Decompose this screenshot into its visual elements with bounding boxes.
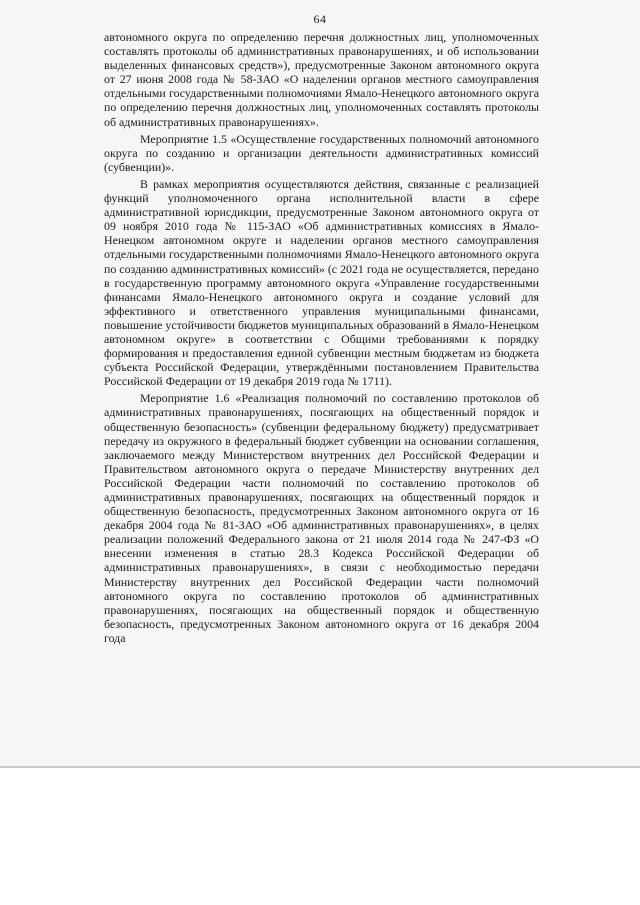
paragraph-measure-1-5-details: В рамках мероприятия осуществляются действия, связанные с реализацией функций уполномоченного органа исполнительной власти в сфере административной юрисдикции, предусмотренные Законом автономного округа от 09 ноября 2010 года № 115-ЗАО «Об административных комиссиях в Ямало-Ненецком автономном округе и наделении органов местного самоуправления отдельными государственными полномочиями Ямало-Ненецкого автономного округа по созданию административных комиссий» (с 2021 года не осуществляется, передано в государственную программу автономного округа «Управление государственными финансами Ямало-Ненецкого автономного округа и создание условий для эффективного и ответственного управления муниципальными финансами, повышение устойчивости бюджетов муниципальных образований в Ямало-Ненецком автономном округе» в соответствии с Общими требованиями к порядку формирования и предоставления единой субвенции местным бюджетам из бюджета субъекта Российской Федерации, утверждёнными постановлением Правительства Российской Федерации от 19 декабря 2019 года № 1711). <box>104 176 539 389</box>
page-number: 64 <box>313 12 327 26</box>
paragraph-continuation: автономного округа по определению перечня должностных лиц, уполномоченных составлять протоколы об административных правонарушениях, и об использовании выделенных финансовых средств»), предусмотренные Законом автономного округа от 27 июня 2008 года № 58-ЗАО «О наделении органов местного самоуправления отдельными государственными полномочиями Ямало-Ненецкого автономного округа по определению перечня должностных лиц, уполномоченных составлять протоколы об административных правонарушениях». <box>104 30 539 129</box>
page-body <box>104 30 539 645</box>
paragraph-measure-1-6: Мероприятие 1.6 «Реализация полномочий по составлению протоколов об административных правонарушениях, посягающих на общественный порядок и общественную безопасность» (субвенции федеральному бюджету) предусматривает передачу из окружного в федеральный бюджет субвенции на основании соглашения, заключаемого между Министерством внутренних дел Российской Федерации и Правительством автономного округа о передаче Министерству внутренних дел Российской Федерации части полномочий по составлению протоколов об административных правонарушениях, посягающих на общественный порядок и общественную безопасность, предусмотренных Законом автономного округа от 16 декабря 2004 года № 81-ЗАО «Об административных правонарушениях», в целях реализации положений Федерального закона от 21 июля 2014 года № 247-ФЗ «О внесении изменения в статью 28.3 Кодекса Российской Федерации об административных правонарушениях», в связи с необходимостью передачи Министерству внутренних дел Российской Федерации части полномочий автономного округа по составлению протоколов об административных правонарушениях, посягающих на общественный порядок и общественную безопасность, предусмотренных Законом автономного округа от 16 декабря 2004 года <box>104 391 539 645</box>
paragraph-measure-1-5: Мероприятие 1.5 «Осуществление государственных полномочий автономного округа по созданию и организации деятельности административных комиссий (субвенции)». <box>104 131 539 174</box>
